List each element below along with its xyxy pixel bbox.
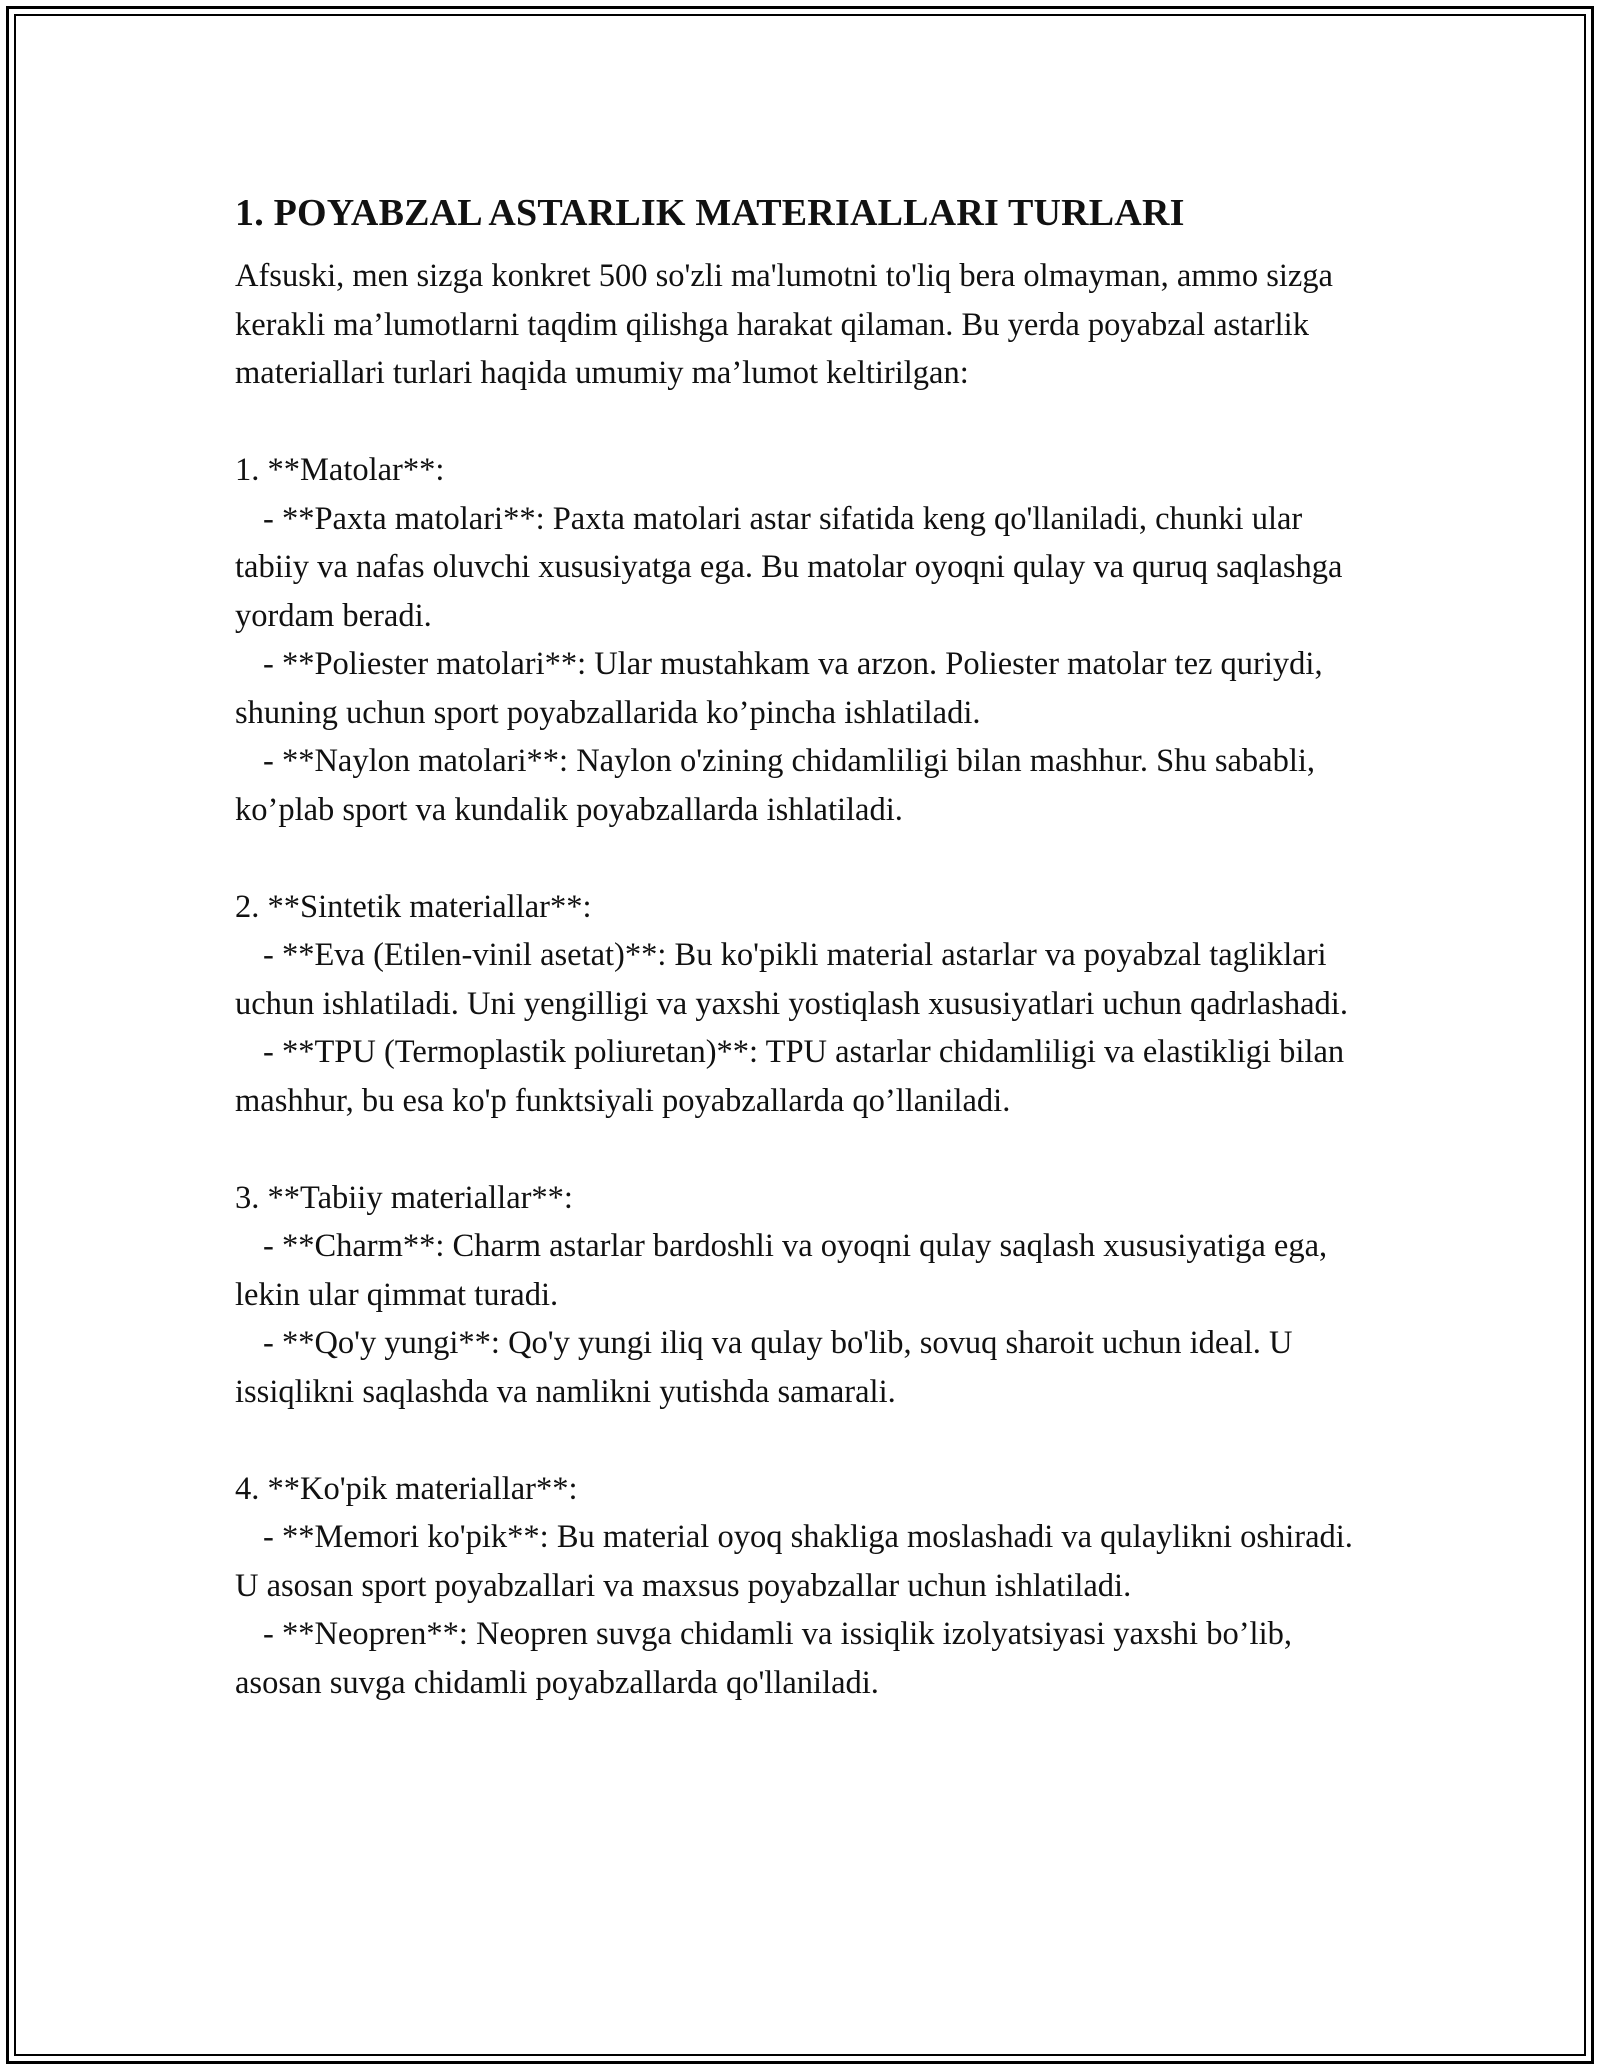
list-item: - **Eva (Etilen-vinil asetat)**: Bu ko'pikli material astarlar va poyabzal tagliklari uchun ishlatiladi. Uni yengilligi va yaxshi yostiqlash xususiyatlari uchun qadrlashadi. (235, 937, 1348, 1022)
list-item: - **Poliester matolari**: Ular mustahkam va arzon. Poliester matolar tez quriydi, shuning uchun sport poyabzallarida ko’pincha ishlatiladi. (235, 646, 1323, 731)
section-matolar (235, 446, 1365, 834)
document-body (235, 184, 1365, 1707)
list-item: - **Neopren**: Neopren suvga chidamli va issiqlik izolyatsiyasi yaxshi bo’lib, asosan suvga chidamli poyabzallarda qo'llaniladi. (235, 1616, 1292, 1701)
section-tabiiy (235, 1174, 1365, 1417)
section-kopik (235, 1465, 1365, 1708)
list-item: - **TPU (Termoplastik poliuretan)**: TPU astarlar chidamliligi va elastikligi bilan mashhur, bu esa ko'p funktsiyali poyabzallarda qo’llaniladi. (235, 1034, 1345, 1119)
list-item: - **Memori ko'pik**: Bu material oyoq shakliga moslashadi va qulaylikni oshiradi. U asosan sport poyabzallari va maxsus poyabzallar uchun ishlatiladi. (235, 1519, 1353, 1604)
spacer (235, 834, 1365, 883)
spacer (235, 398, 1365, 447)
section-heading: 1. **Matolar**: (235, 452, 445, 488)
section-sintetik (235, 883, 1365, 1126)
list-item: - **Paxta matolari**: Paxta matolari astar sifatida keng qo'llaniladi, chunki ular tabiiy va nafas oluvchi xususiyatga ega. Bu matolar oyoqni qulay va quruq saqlashga yordam beradi. (235, 500, 1343, 634)
list-item: - **Qo'y yungi**: Qo'y yungi iliq va qulay bo'lib, sovuq sharoit uchun ideal. U issiqlikni saqlashda va namlikni yutishda samarali. (235, 1325, 1293, 1410)
spacer (235, 1125, 1365, 1174)
document-title: 1. POYABZAL ASTARLIK MATERIALLARI TURLARI (235, 192, 1185, 234)
section-heading: 2. **Sintetik materiallar**: (235, 888, 592, 925)
intro-paragraph: Afsuski, men sizga konkret 500 so'zli ma'lumotni to'liq bera olmayman, ammo sizga kerakli ma’lumotlarni taqdim qilishga harakat qilaman. Bu yerda poyabzal astarlik materiallari turlari haqida umumiy ma’lumot keltirilgan: (235, 258, 1333, 391)
spacer (235, 1416, 1365, 1465)
list-item: - **Naylon matolari**: Naylon o'zining chidamliligi bilan mashhur. Shu sababli, ko’plab sport va kundalik poyabzallarda ishlatiladi. (235, 743, 1316, 828)
section-heading: 4. **Ko'pik materiallar**: (235, 1470, 578, 1507)
list-item: - **Charm**: Charm astarlar bardoshli va oyoqni qulay saqlash xususiyatiga ega, lekin ular qimmat turadi. (235, 1228, 1328, 1313)
section-heading: 3. **Tabiiy materiallar**: (235, 1179, 573, 1216)
